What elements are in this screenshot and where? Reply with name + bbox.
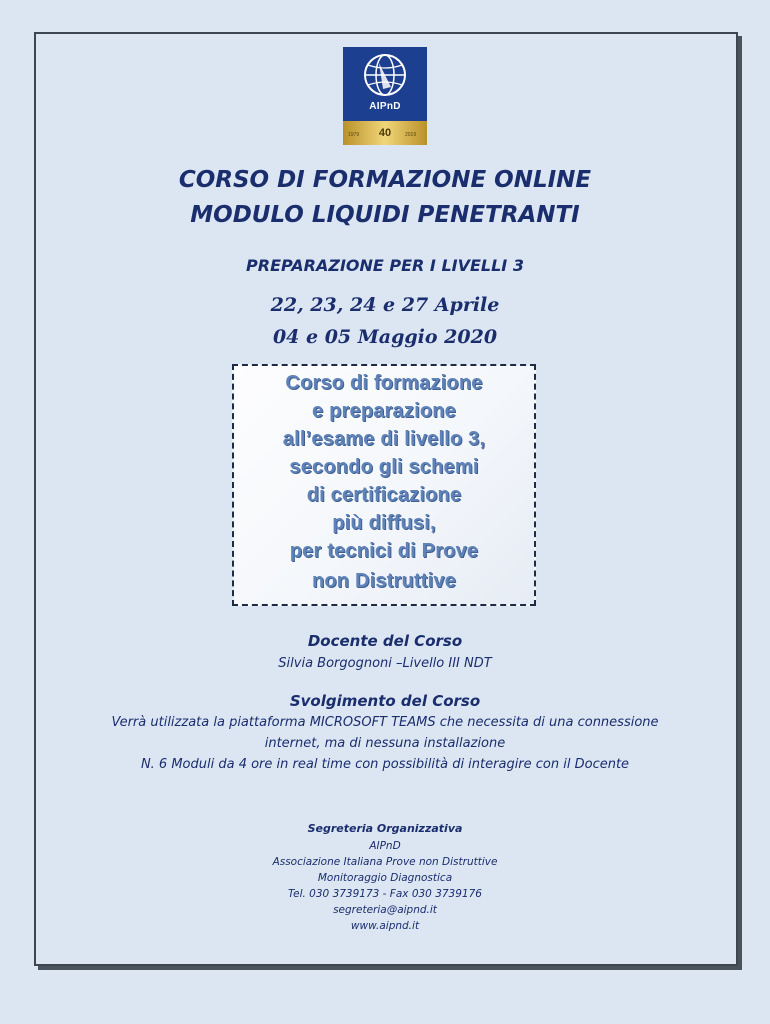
promo-line-1: Corso di formazione	[285, 372, 483, 394]
course-line-1: Verrà utilizzata la piattaforma MICROSOFT TEAMS che necessita di una connessione	[111, 715, 659, 730]
logo-anniversary-badge: 40	[378, 127, 392, 139]
teacher-heading: Docente del Corso	[307, 632, 463, 650]
promo-line-6: più diffusi,	[332, 512, 436, 534]
secretariat-line-3: Monitoraggio Diagnostica	[317, 872, 453, 884]
promo-line-7: per tecnici di Prove	[289, 540, 479, 562]
secretariat-line-2: Associazione Italiana Prove non Distruttive	[272, 856, 498, 868]
promo-line-2: e preparazione	[312, 400, 456, 422]
promo-line-3: all’esame di livello 3,	[282, 428, 486, 450]
teacher-name: Silvia Borgognoni –Livello III NDT	[278, 656, 492, 671]
promo-line-4: secondo gli schemi	[289, 456, 479, 478]
logo-blue-panel	[343, 47, 427, 121]
promo-line-8: non Distruttive	[311, 570, 457, 592]
logo-year-end: 2019	[405, 132, 417, 138]
course-line-3: N. 6 Moduli da 4 ore in real time con possibilità di interagire con il Docente	[140, 757, 630, 772]
aipnd-logo	[343, 47, 427, 145]
secretariat-website: www.aipnd.it	[350, 920, 420, 932]
course-line-2: internet, ma di nessuna installazione	[264, 736, 506, 751]
subtitle: PREPARAZIONE PER I LIVELLI 3	[246, 256, 524, 275]
secretariat-line-1: AIPnD	[369, 840, 401, 852]
dates-line-2: 04 e 05 Maggio 2020	[272, 326, 498, 348]
secretariat-phone-fax: Tel. 030 3739173 - Fax 030 3739176	[288, 888, 482, 900]
title-line-1: CORSO DI FORMAZIONE ONLINE	[178, 167, 592, 193]
course-heading: Svolgimento del Corso	[289, 692, 481, 710]
secretariat-email: segreteria@aipnd.it	[333, 904, 437, 916]
secretariat-heading: Segreteria Organizzativa	[307, 822, 463, 835]
dates-line-1: 22, 23, 24 e 27 Aprile	[270, 294, 500, 316]
promo-line-5: di certificazione	[306, 484, 462, 506]
logo-year-start: 1979	[348, 132, 360, 138]
promo-box	[232, 364, 536, 606]
title-line-2: MODULO LIQUIDI PENETRANTI	[190, 202, 580, 228]
logo-name: AIPnD	[369, 101, 401, 112]
